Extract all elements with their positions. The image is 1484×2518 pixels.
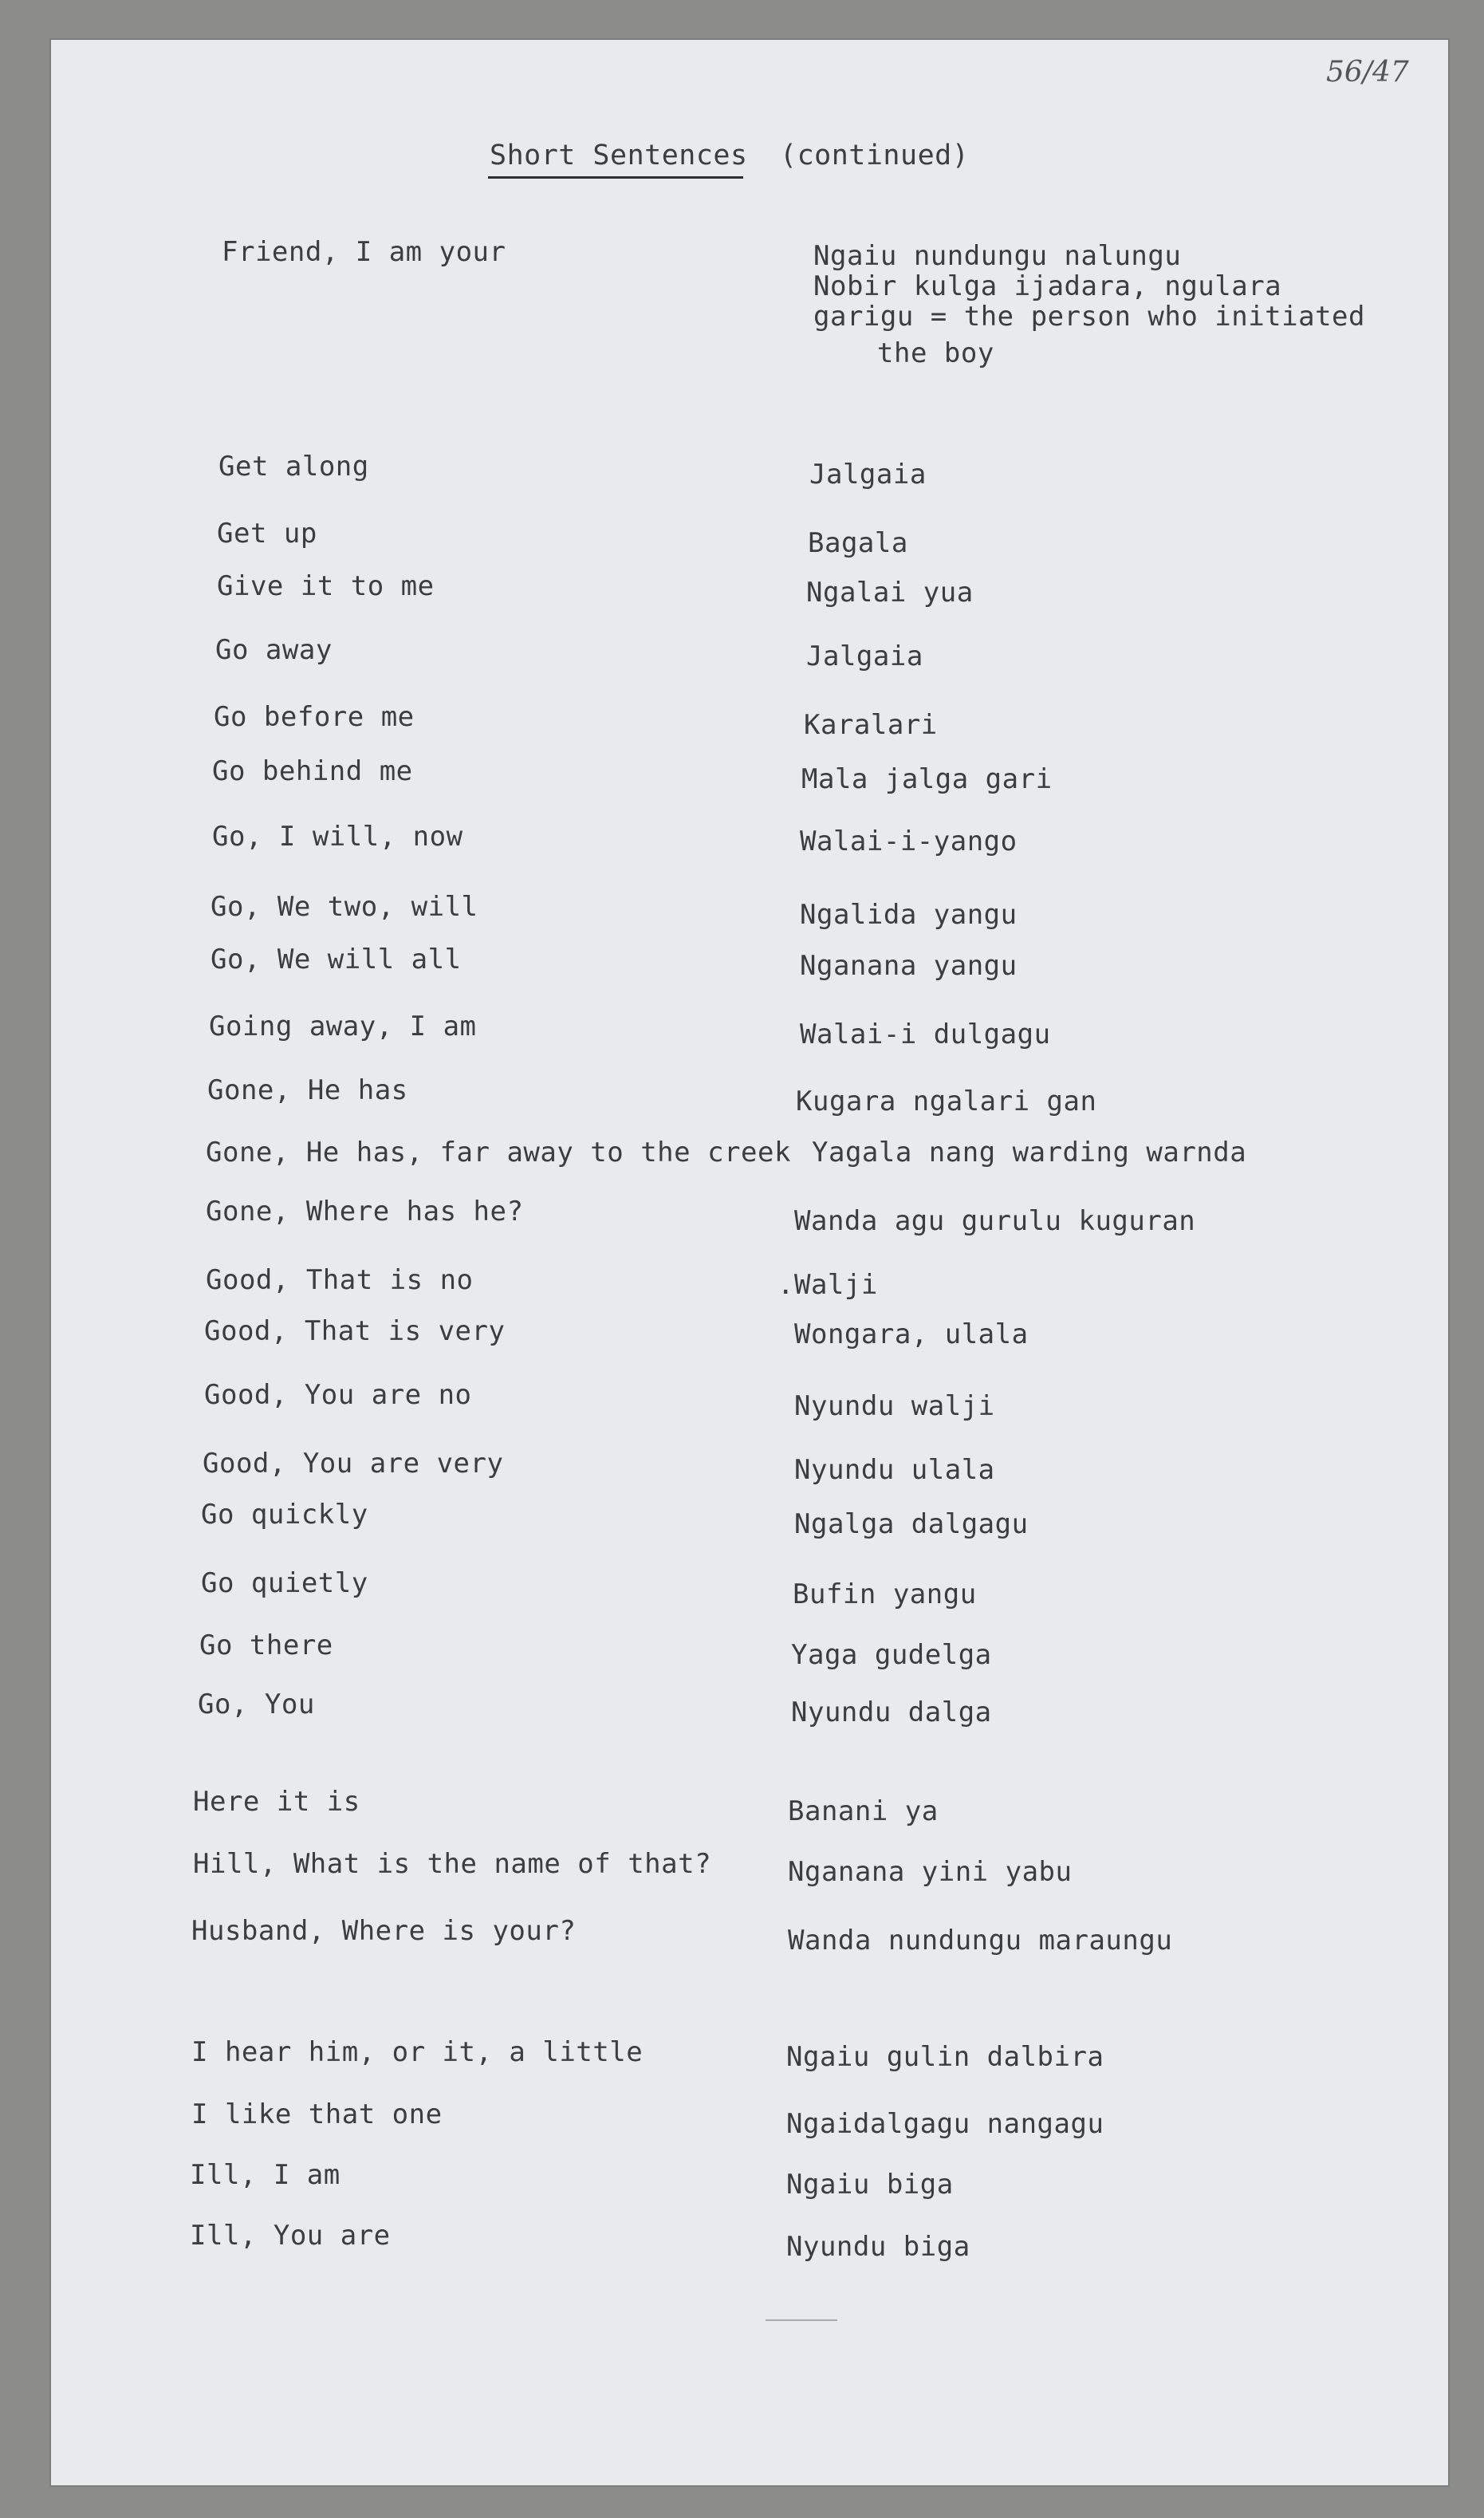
entry-native: Yagala nang warding warnda [812, 1137, 1247, 1168]
entry-english: Gone, He has [207, 1074, 408, 1106]
entry-native: Ngaidalgagu nangagu [786, 2108, 1104, 2140]
heading-main: Short Sentences [490, 140, 748, 171]
entry-english: Good, That is very [204, 1315, 506, 1347]
entry-native: Ngalida yangu [800, 899, 1018, 931]
entry-native: Wanda agu gurulu kuguran [794, 1205, 1196, 1237]
entry-english: Get along [218, 451, 369, 483]
entry-native: Nyundu ulala [794, 1454, 995, 1486]
entry-native: Karalari [804, 709, 938, 741]
entry-native: Ngaiu nundungu nalungu [813, 240, 1182, 272]
entry-native: Ngaiu gulin dalbira [786, 2041, 1104, 2073]
entry-native: Ngalga dalgagu [794, 1508, 1029, 1540]
entry-english: Go, You [198, 1689, 315, 1720]
entry-english: Go away [215, 634, 333, 666]
entry-english: Gone, He has, far away to the creek [206, 1137, 791, 1168]
entry-english: Ill, You are [190, 2220, 391, 2252]
entry-native: Ngaiu biga [786, 2169, 954, 2201]
entry-native: Nyundu walji [794, 1390, 995, 1422]
entry-english: Go, We will all [211, 944, 462, 975]
entry-english: Good, That is no [206, 1264, 474, 1296]
entry-native: Wongara, ulala [794, 1318, 1029, 1350]
entry-english: Gone, Where has he? [206, 1196, 524, 1227]
page-number: 56/47 [1326, 56, 1409, 89]
entry-english: Hill, What is the name of that? [193, 1848, 712, 1880]
entry-english: Ill, I am [190, 2159, 340, 2191]
entry-native: Banani ya [788, 1795, 939, 1827]
entry-english: Go, I will, now [212, 821, 463, 853]
bottom-mark [766, 2319, 837, 2321]
entry-native: Nganana yangu [800, 950, 1018, 982]
entry-english: Good, You are very [203, 1448, 504, 1480]
heading-underline [488, 176, 743, 179]
entry-english: Go before me [214, 701, 415, 733]
heading-sub: (continued) [780, 140, 970, 171]
entry-native: Nobir kulga ijadara, ngulara [813, 270, 1282, 302]
entry-english: Give it to me [217, 570, 435, 602]
entry-english: Good, You are no [204, 1379, 472, 1411]
entry-native: Ngalai yua [806, 577, 974, 609]
entry-english: I hear him, or it, a little [191, 2036, 644, 2068]
entry-native: Bufin yangu [793, 1578, 977, 1610]
entry-english: Go there [199, 1629, 333, 1661]
entry-native: Jalgaia [806, 640, 923, 672]
entry-native: Yaga gudelga [791, 1639, 992, 1671]
entry-english: Go, We two, will [211, 891, 478, 923]
entry-english: Go behind me [212, 755, 413, 787]
entry-english: I like that one [191, 2098, 443, 2130]
entry-english: Go quietly [201, 1567, 368, 1599]
entry-native: Nganana yini yabu [788, 1856, 1073, 1888]
entry-english: Go quickly [201, 1499, 368, 1531]
entry-native: Nyundu biga [786, 2231, 970, 2263]
entry-english: Going away, I am [209, 1011, 477, 1042]
entry-english: Here it is [193, 1786, 360, 1818]
entry-native: Bagala [808, 527, 908, 559]
entry-native: Walai-i dulgagu [800, 1019, 1051, 1050]
entry-native: Wanda nundungu maraungu [788, 1925, 1173, 1956]
entry-native: Walai-i-yango [800, 826, 1018, 857]
entry-english: Get up [217, 518, 317, 550]
entry-native: Kugara ngalari gan [796, 1086, 1097, 1117]
entry-native: .Walji [777, 1269, 878, 1301]
entry-native: the boy [877, 337, 994, 369]
entry-native: Nyundu dalga [791, 1696, 992, 1728]
entry-native: Jalgaia [809, 459, 927, 491]
entry-english: Friend, I am your [222, 236, 506, 268]
entry-native: Mala jalga gari [801, 763, 1053, 795]
entry-english: Husband, Where is your? [191, 1915, 577, 1947]
entry-native: garigu = the person who initiated [813, 301, 1366, 333]
